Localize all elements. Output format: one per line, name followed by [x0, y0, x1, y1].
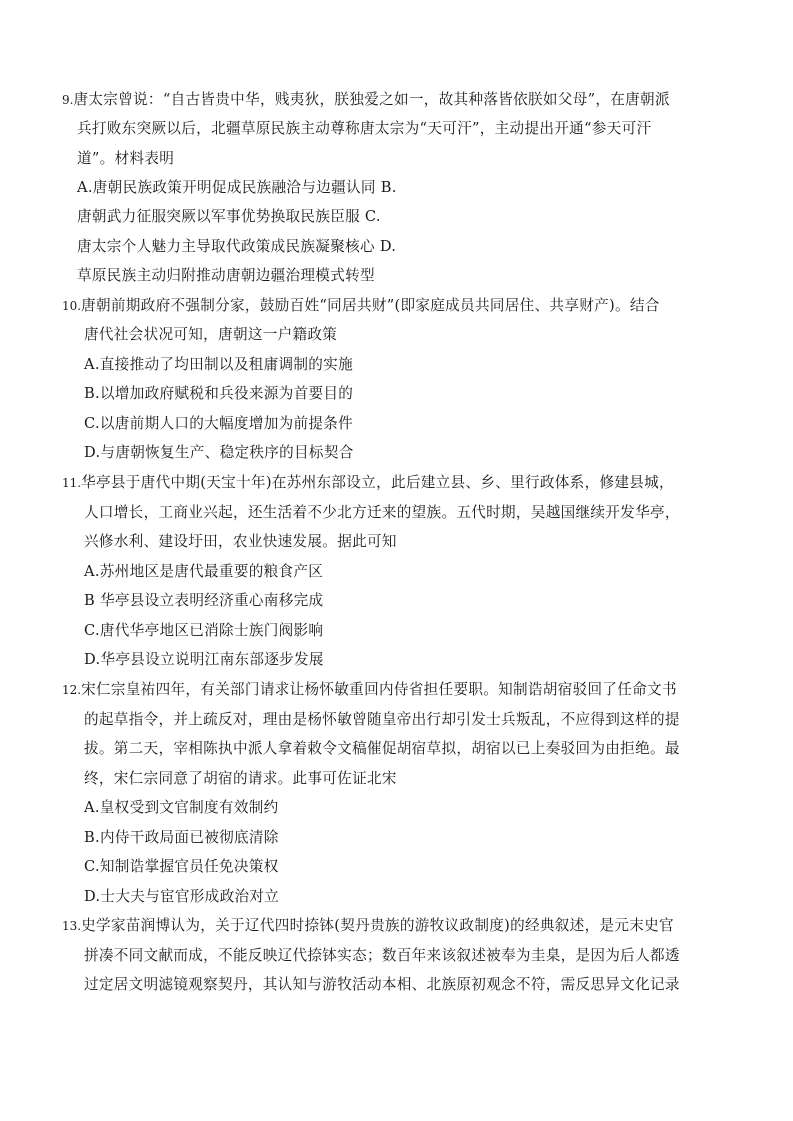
question-10-option-a: A.直接推动了均田制以及租庸调制的实施 — [84, 356, 353, 373]
question-9-stem-1: 唐太宗曾说：“自古皆贵中华，贱夷狄，朕独爱之如一，故其种落皆依朕如父母”，在唐朝派 — [73, 91, 670, 108]
question-9-number: 9. — [62, 93, 74, 107]
question-11-option-b: B 华亭县设立表明经济重心南移完成 — [84, 592, 324, 609]
question-12-line-1 — [62, 680, 677, 700]
question-13-number: 13. — [62, 919, 82, 933]
question-12-number: 12. — [62, 683, 82, 697]
question-11-option-d: D.华亭县设立说明江南东部逐步发展 — [84, 651, 324, 668]
question-9-option-line-4: 草原民族主动归附推动唐朝边疆治理模式转型 — [77, 267, 375, 284]
question-10-stem-1: 唐朝前期政府不强制分家，鼓励百姓“同居共财”(即家庭成员共同居住、共享财产)。结合 — [81, 297, 660, 314]
question-13-stem-1: 史学家苗润博认为，关于辽代四时捺钵(契丹贵族的游牧议政制度)的经典叙述，是元末史官 — [81, 917, 674, 934]
question-11-stem-1: 华亭县于唐代中期(天宝十年)在苏州东部设立，此后建立县、乡、里行政体系，修建县城， — [81, 474, 674, 491]
question-10-option-d: D.与唐朝恢复生产、稳定秩序的目标契合 — [84, 444, 354, 461]
question-12-stem-3: 拔。第二天，宰相陈执中派人拿着敕令文稿催促胡宿草拟，胡宿以已上奏驳回为由拒绝。最 — [84, 740, 680, 757]
question-12-stem-1: 宋仁宗皇祐四年，有关部门请求让杨怀敏重回内侍省担任要职。知制诰胡宿驳回了任命文书 — [81, 681, 677, 698]
question-10-number: 10. — [62, 299, 82, 313]
question-12-option-b: B.内侍干政局面已被彻底清除 — [84, 829, 279, 846]
question-11-stem-3: 兴修水利、建设圩田，农业快速发展。据此可知 — [84, 533, 397, 550]
question-10-line-1 — [62, 296, 660, 316]
question-12-stem-2: 的起草指令，并上疏反对，理由是杨怀敏曾随皇帝出行却引发士兵叛乱，不应得到这样的提 — [84, 711, 680, 728]
question-13-stem-3: 过定居文明滤镜观察契丹，其认知与游牧活动本相、北族原初观念不符，需反思异文化记录 — [84, 976, 680, 993]
question-11-option-a: A.苏州地区是唐代最重要的粮食产区 — [84, 563, 324, 580]
question-10-option-c: C.以唐前期人口的大幅度增加为前提条件 — [84, 415, 354, 432]
question-9-option-line-3: 唐太宗个人魅力主导取代政策成民族凝聚核心 D. — [77, 238, 397, 255]
question-13-line-1 — [62, 916, 674, 936]
question-9-stem-2: 兵打败东突厥以后，北疆草原民族主动尊称唐太宗为“天可汗”，主动提出开通“参天可汗 — [77, 120, 652, 137]
question-9-stem-3: 道”。材料表明 — [77, 150, 175, 167]
question-13-stem-2: 拼凑不同文献而成，不能反映辽代捺钵实态；数百年来该叙述被奉为圭臬，是因为后人都透 — [84, 947, 680, 964]
question-12-stem-4: 终，宋仁宗同意了胡宿的请求。此事可佐证北宋 — [84, 770, 397, 787]
question-12-option-a: A.皇权受到文官制度有效制约 — [84, 799, 279, 816]
question-11-line-1 — [62, 473, 674, 493]
question-10-stem-2: 唐代社会状况可知，唐朝这一户籍政策 — [84, 326, 338, 343]
question-12-option-c: C.知制诰掌握官员任免决策权 — [84, 858, 279, 875]
question-11-option-c: C.唐代华亭地区已消除士族门阀影响 — [84, 622, 324, 639]
question-9-line-1 — [62, 90, 670, 110]
question-9-option-line-2: 唐朝武力征服突厥以军事优势换取民族臣服 C. — [77, 208, 381, 225]
question-10-option-b: B.以增加政府赋税和兵役来源为首要目的 — [84, 385, 354, 402]
question-11-number: 11. — [62, 476, 82, 490]
question-9-option-line-1: A.唐朝民族政策开明促成民族融洽与边疆认同 B. — [77, 179, 397, 196]
question-11-stem-2: 人口增长，工商业兴起，还生活着不少北方迁来的望族。五代时期，吴越国继续开发华亭， — [84, 504, 680, 521]
question-12-option-d: D.士大夫与宦官形成政治对立 — [84, 888, 280, 905]
